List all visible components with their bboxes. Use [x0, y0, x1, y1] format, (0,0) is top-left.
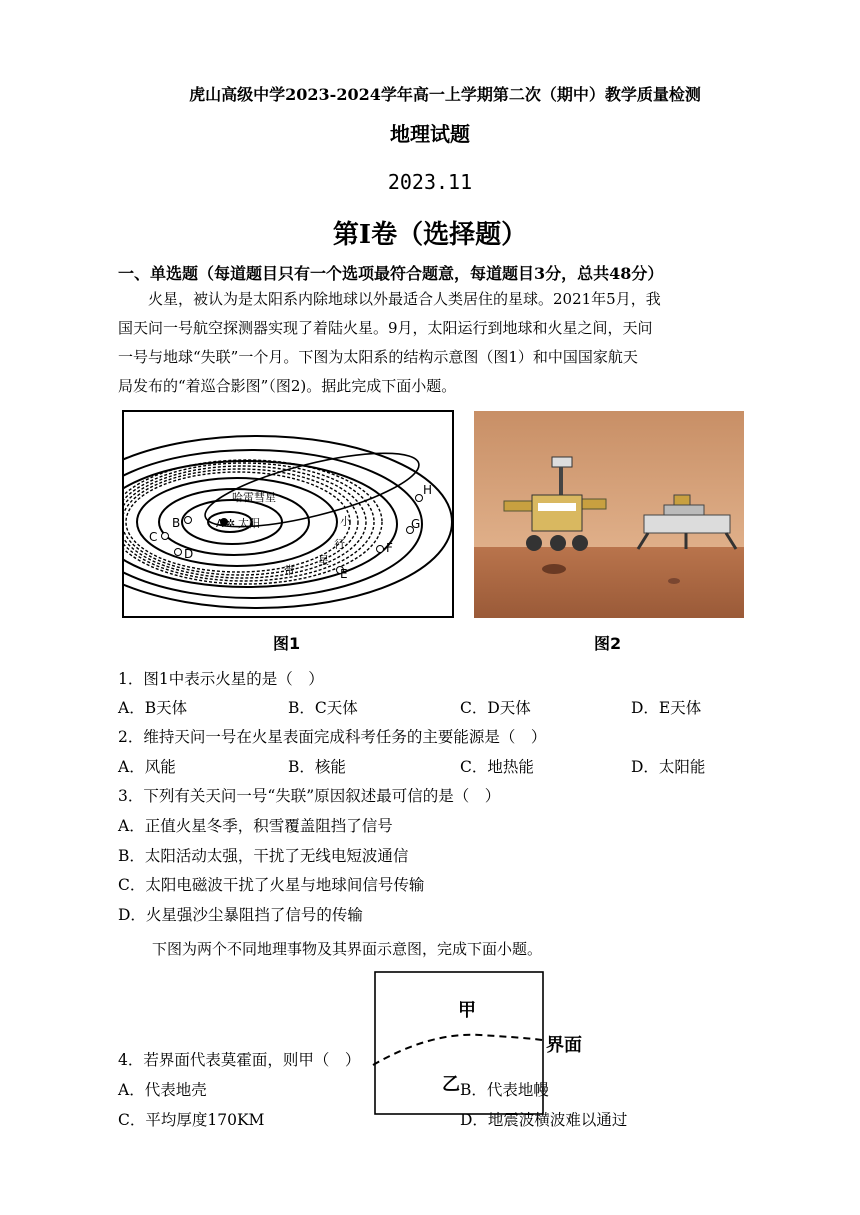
- q2-option-a[interactable]: A．风能: [118, 758, 176, 776]
- q2-option-d[interactable]: D．太阳能: [631, 758, 706, 776]
- q4-option-d[interactable]: D．地震波横波难以通过: [460, 1111, 628, 1129]
- figure-2-caption: 图2: [594, 634, 622, 653]
- belt-label-1: 小: [340, 515, 351, 528]
- passage-line: 国天问一号航空探测器实现了着陆火星。9月，太阳运行到地球和火星之间，天问: [118, 319, 653, 337]
- rover-photo: [474, 411, 744, 618]
- question-4-stem: 4．若界面代表莫霍面，则甲（ ）: [118, 1051, 361, 1069]
- passage-line: 一号与地球“失联”一个月。下图为太阳系的结构示意图（图1）和中国国家航天: [118, 348, 638, 366]
- q4-option-c[interactable]: C．平均厚度170KM: [118, 1111, 265, 1129]
- belt-label-3: 星: [318, 554, 329, 567]
- q2-option-c[interactable]: C．地热能: [460, 758, 534, 776]
- exam-date: 2023.11: [387, 170, 473, 194]
- belt-label-2: 行: [334, 538, 345, 551]
- subject-title: 地理试题: [390, 122, 470, 146]
- passage-2: 下图为两个不同地理事物及其界面示意图，完成下面小题。: [152, 940, 543, 958]
- q1-option-b[interactable]: B．C天体: [288, 699, 358, 717]
- q4-option-a[interactable]: A．代表地壳: [118, 1081, 207, 1099]
- q1-option-d[interactable]: D．E天体: [631, 699, 702, 717]
- svg-text:✲: ✲: [226, 517, 236, 530]
- question-1-stem: 1．图1中表示火星的是（ ）: [118, 670, 324, 688]
- figure-1-caption: 图1: [273, 634, 301, 653]
- label-sun: 太阳: [238, 517, 260, 530]
- q3-option-d[interactable]: D．火星强沙尘暴阻挡了信号的传输: [118, 906, 363, 924]
- question-2-stem: 2．维持天问一号在火星表面完成科考任务的主要能源是（ ）: [118, 728, 547, 746]
- label-comet: 哈雷彗星: [232, 491, 276, 504]
- label-g: G: [411, 517, 421, 531]
- label-f: F: [386, 541, 393, 555]
- q2-option-b[interactable]: B．核能: [288, 758, 346, 776]
- section-heading: 一、单选题（每道题目只有一个选项最符合题意，每道题目3分，总共48分）: [118, 264, 664, 283]
- question-3-stem: 3．下列有关天问一号“失联”原因叙述最可信的是（ ）: [118, 787, 501, 805]
- q1-option-c[interactable]: C．D天体: [460, 699, 531, 717]
- q3-option-c[interactable]: C．太阳电磁波干扰了火星与地球间信号传输: [118, 876, 425, 894]
- q1-option-a[interactable]: A．B天体: [118, 699, 188, 717]
- part-title: 第Ⅰ卷（选择题）: [332, 220, 528, 250]
- label-h: H: [423, 483, 433, 497]
- label-interface: 界面: [546, 1035, 582, 1056]
- label-e: E: [340, 567, 348, 581]
- label-yi: 乙: [442, 1074, 460, 1095]
- passage-line: 火星，被认为是太阳系内除地球以外最适合人类居住的星球。2021年5月，我: [148, 290, 661, 308]
- label-b: B: [172, 516, 181, 530]
- q3-option-b[interactable]: B．太阳活动太强，干扰了无线电短波通信: [118, 847, 409, 865]
- label-a: A: [216, 517, 224, 530]
- q3-option-a[interactable]: A．正值火星冬季，积雪覆盖阻挡了信号: [118, 817, 393, 835]
- label-d: D: [184, 547, 194, 561]
- q4-option-b[interactable]: B．代表地幔: [460, 1081, 549, 1099]
- solar-system-diagram: [122, 410, 456, 620]
- school-title: 虎山高级中学2023-2024学年高一上学期第二次（期中）教学质量检测: [189, 85, 701, 104]
- label-jia: 甲: [458, 1000, 476, 1021]
- belt-label-4: 带: [284, 564, 295, 577]
- passage-line: 局发布的“着巡合影图”（图2)。据此完成下面小题。: [118, 377, 457, 395]
- passage-1: [118, 285, 743, 401]
- label-c: C: [149, 530, 158, 544]
